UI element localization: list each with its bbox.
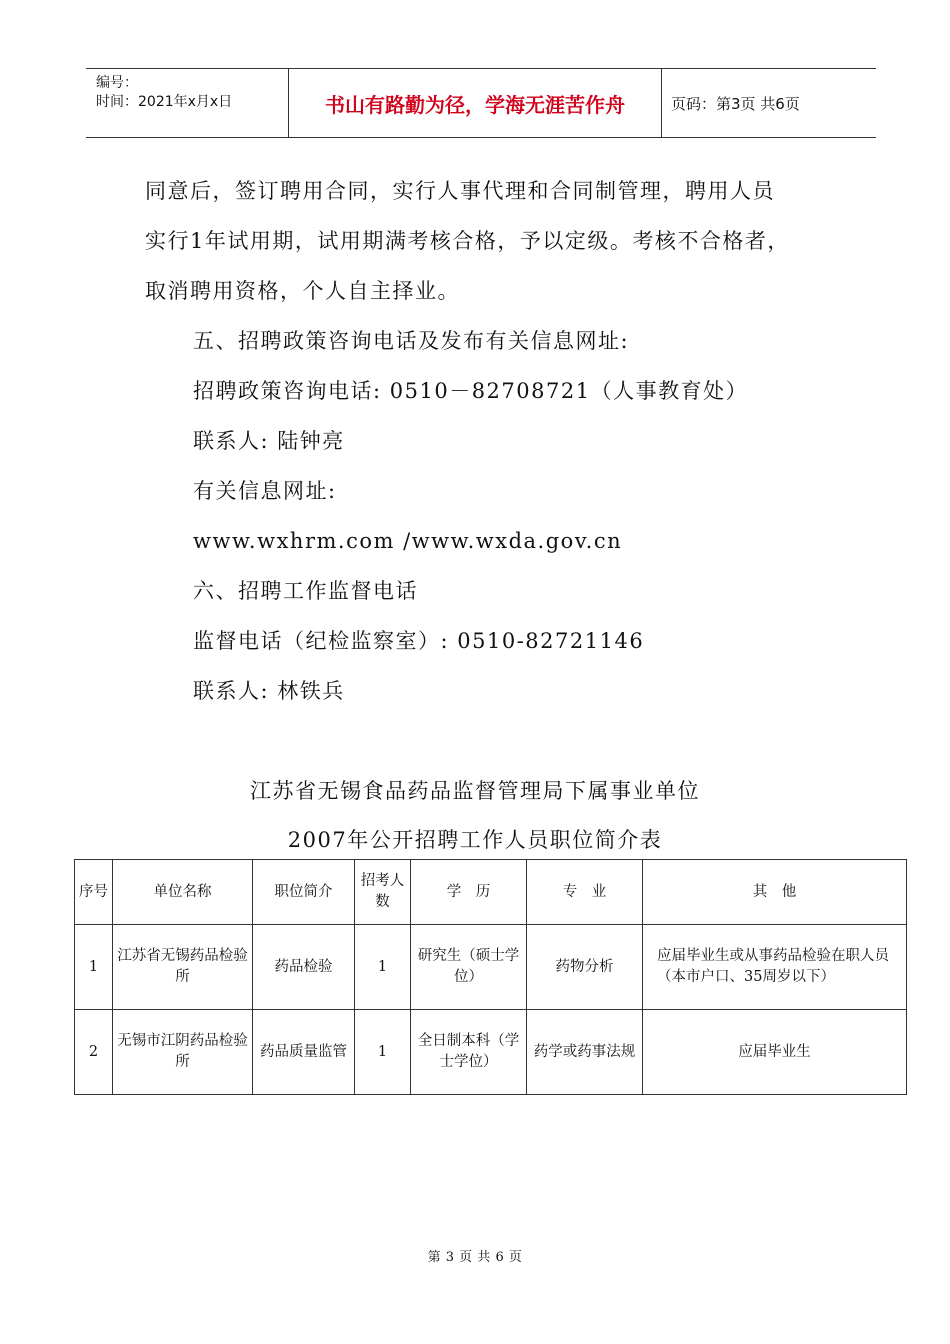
table-header-cell: 招考人数: [355, 860, 411, 925]
table-header-cell: 单位名称: [113, 860, 253, 925]
supervision-contact: 联系人: 林铁兵: [193, 679, 345, 703]
table-header-cell: 序号: [75, 860, 113, 925]
positions-table: [74, 859, 907, 1095]
table-cell: 无锡市江阴药品检验所: [113, 1010, 253, 1095]
contact-person: 联系人: 陆钟亮: [193, 429, 345, 453]
table-cell: 1: [355, 1010, 411, 1095]
table-header-cell: 专 业: [527, 860, 643, 925]
page-footer: 第 3 页 共 6 页: [427, 1250, 523, 1265]
table-cell: 应届毕业生: [643, 1010, 907, 1095]
header-page-number: 页码：第3页 共6页: [671, 94, 800, 113]
table-cell: 药学或药事法规: [527, 1010, 643, 1095]
table-title-line1: 江苏省无锡食品药品监督管理局下属事业单位: [250, 779, 700, 803]
section-heading-5: 五、招聘政策咨询电话及发布有关信息网址:: [193, 329, 630, 353]
table-cell: 药品质量监管: [253, 1010, 355, 1095]
table-header-row: [75, 860, 907, 925]
body-line: 实行1年试用期，试用期满考核合格，予以定级。考核不合格者，: [145, 229, 790, 253]
time-label: 时间：2021年x月x日: [96, 94, 233, 110]
consult-phone: 招聘政策咨询电话: 0510－82708721（人事教育处）: [193, 379, 749, 403]
table-cell: 药物分析: [527, 925, 643, 1010]
table-row: [75, 925, 907, 1010]
header-meta: [86, 69, 288, 137]
table-header-cell: 职位简介: [253, 860, 355, 925]
table-title-line2: 2007年公开招聘工作人员职位简介表: [287, 828, 663, 852]
table-cell: 江苏省无锡药品检验所: [113, 925, 253, 1010]
table-cell: 全日制本科（学士学位）: [411, 1010, 527, 1095]
body-line: 同意后，签订聘用合同，实行人事代理和合同制管理，聘用人员: [145, 179, 775, 203]
table-header-cell: 其 他: [643, 860, 907, 925]
table-cell: 应届毕业生或从事药品检验在职人员（本市户口、35周岁以下）: [643, 925, 907, 1010]
table-header-cell: 学 历: [411, 860, 527, 925]
header-motto: 书山有路勤为径，学海无涯苦作舟: [288, 69, 662, 137]
table-cell: 药品检验: [253, 925, 355, 1010]
number-label: 编号：: [96, 75, 138, 91]
table-cell: 2: [75, 1010, 113, 1095]
section-heading-6: 六、招聘工作监督电话: [193, 579, 418, 603]
table-row: [75, 1010, 907, 1095]
info-website-urls: www.wxhrm.com /www.wxda.gov.cn: [193, 529, 623, 553]
table-cell: 1: [355, 925, 411, 1010]
table-cell: 1: [75, 925, 113, 1010]
info-website-label: 有关信息网址:: [193, 479, 337, 503]
page-header: [86, 68, 876, 138]
table-cell: 研究生（硕士学位）: [411, 925, 527, 1010]
supervision-phone: 监督电话（纪检监察室）: 0510-82721146: [193, 629, 645, 653]
body-line: 取消聘用资格，个人自主择业。: [145, 279, 460, 303]
